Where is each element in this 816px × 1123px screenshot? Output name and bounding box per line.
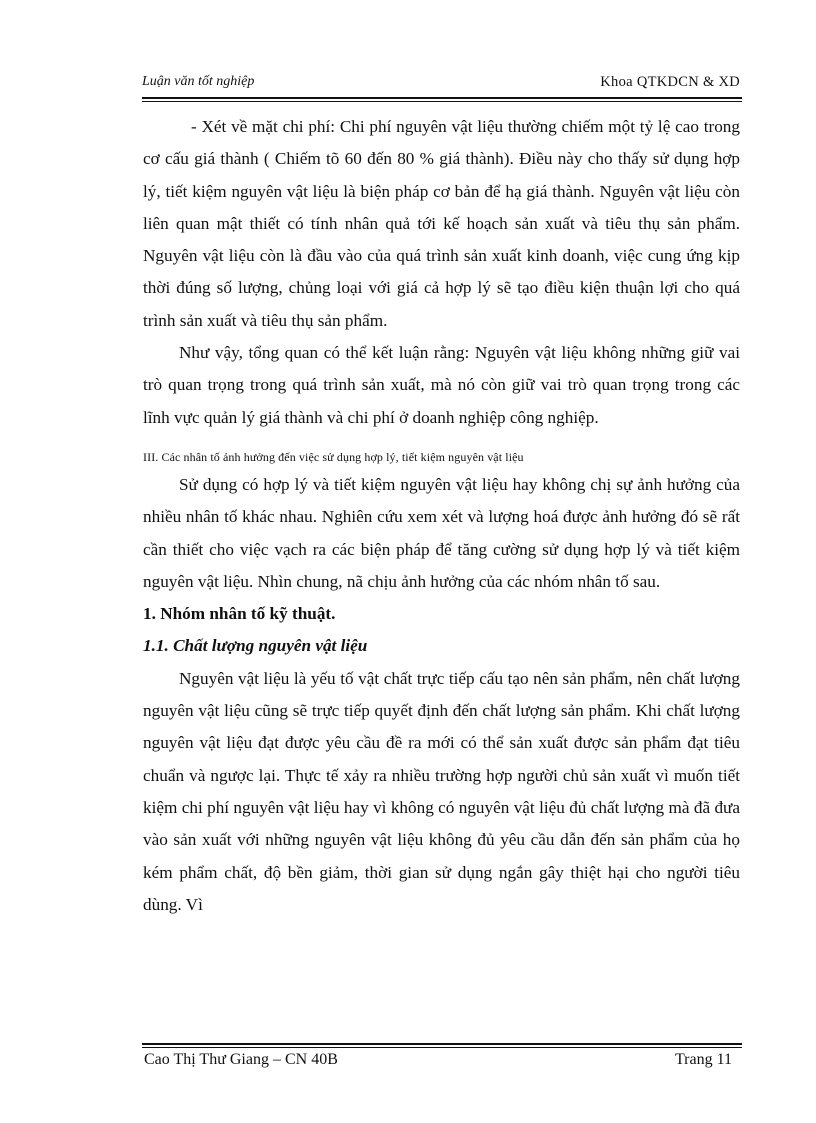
heading-technical-factors: 1. Nhóm nhân tố kỹ thuật.: [143, 604, 336, 624]
header-thesis-label: Luận văn tốt nghiệp: [142, 74, 255, 89]
section-heading-iii: III. Các nhân tố ảnh hưởng đến việc sử dụng hợp lý, tiết kiệm nguyên vật liệu: [143, 449, 524, 464]
paragraph-factors-intro: Sử dụng có hợp lý và tiết kiệm nguyên vật liệu hay không chị sự ảnh hưởng của nhiều nhân tố khác nhau. Nghiên cứu xem xét và lượng hoá được ảnh hưởng đó sẽ rất cần thiết cho việc vạch ra các biện pháp để tăng cường sử dụng hợp lý và tiết kiệm nguyên vật liệu. Nhìn chung, nã chịu ảnh hưởng của các nhóm nhân tố sau.: [143, 474, 740, 591]
heading-material-quality: 1.1. Chất lượng nguyên vật liệu: [143, 636, 368, 656]
page-footer: [142, 1051, 742, 1075]
footer-rule-thick: [142, 1043, 742, 1045]
header-rule-thin: [142, 101, 742, 102]
page-header: [142, 72, 742, 94]
footer-rule-thin: [142, 1047, 742, 1048]
footer-author: Cao Thị Thư Giang – CN 40B: [144, 1051, 338, 1068]
document-body: [143, 111, 740, 921]
header-faculty-label: Khoa QTKDCN & XD: [600, 74, 740, 90]
paragraph-material-quality: Nguyên vật liệu là yếu tố vật chất trực tiếp cấu tạo nên sản phẩm, nên chất lượng nguyên vật liệu cũng sẽ trực tiếp quyết định đến chất lượng sản phẩm. Khi chất lượng nguyên vật liệu đạt được yêu cầu đề ra mới có thể sản xuất được sản phẩm đạt tiêu chuẩn và ngược lại. Thực tế xảy ra nhiều trường hợp người chủ sản xuất vì muốn tiết kiệm chi phí nguyên vật liệu hay vì không có nguyên vật liệu đủ chất lượng mà đã đưa vào sản xuất với những nguyên vật liệu không đủ yêu cầu dẫn đến sản phẩm của họ kém phẩm chất, độ bền giảm, thời gian sử dụng ngắn gây thiệt hại cho người tiêu dùng. Vì: [143, 668, 740, 914]
paragraph-cost-aspect: - Xét về mặt chi phí: Chi phí nguyên vật liệu thường chiếm một tỷ lệ cao trong cơ cấu giá thành ( Chiếm tõ 60 đến 80 % giá thành). Điều này cho thấy sử dụng hợp lý, tiết kiệm nguyên vật liệu là biện pháp cơ bản để hạ giá thành. Nguyên vật liệu còn liên quan mật thiết có tính nhân quả tới kế hoạch sản xuất và tiêu thụ sản phẩm. Nguyên vật liệu còn là đầu vào của quá trình sản xuất kinh doanh, việc cung ứng kịp thời đúng số lượng, chủng loại với giá cả hợp lý sẽ tạo điều kiện thuận lợi cho quá trình sản xuất và tiêu thụ sản phẩm.: [143, 117, 740, 330]
header-rule-thick: [142, 97, 742, 99]
paragraph-conclusion: Như vậy, tổng quan có thể kết luận rằng: Nguyên vật liệu không những giữ vai trò quan trọng trong quá trình sản xuất, mà nó còn giữ vai trò quan trọng trong các lĩnh vực quản lý giá thành và chi phí ở doanh nghiệp công nghiệp.: [143, 343, 740, 427]
footer-page-number: Trang 11: [674, 1051, 732, 1068]
